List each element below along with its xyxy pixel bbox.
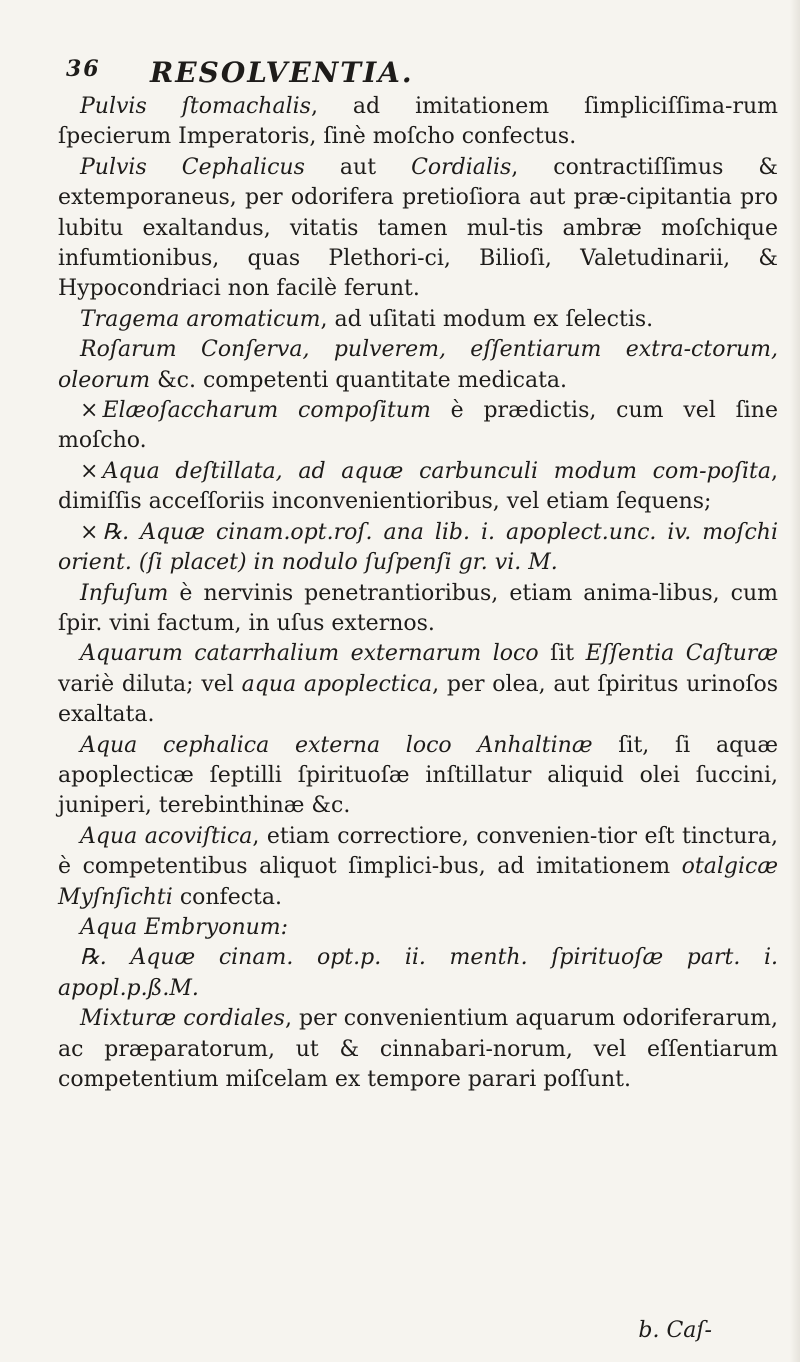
paragraph-text: , ad imitationem ſimpliciſſima-rum ſpecierum Imperatoris, ſinè moſcho confectus. <box>58 94 778 150</box>
term: Eſſentia Caſturæ <box>585 641 778 667</box>
term: Aqua acoviſtica <box>80 823 253 849</box>
catchword: b. Caſ- <box>638 1318 712 1343</box>
term: Mixturæ cordiales <box>80 1006 285 1032</box>
paragraph-aquarum-catarrhalium <box>58 639 778 730</box>
paragraph-text: , dimiſſis acceſſoriis inconvenientioribus, vel etiam ſequens; <box>58 458 778 515</box>
term: Infuſum <box>80 580 169 606</box>
paragraph-pulvis-cephalicus <box>58 153 778 305</box>
paragraph-text: variè diluta; vel <box>58 671 234 697</box>
term: aqua apoplectica <box>241 671 433 697</box>
term: Cordialis <box>411 154 512 180</box>
term: Pulvis ſtomachalis <box>80 94 311 119</box>
paragraph-elaeosaccharum <box>58 396 778 457</box>
paragraph-aqua-embryonum <box>58 913 778 943</box>
term: Aqua deſtillata, ad aquæ carbunculi modum com-poſita <box>102 458 771 484</box>
paragraph-text: , contractiſſimus & extemporaneus, per odorifera pretioſiora aut præ-cipitantia pro lubitu exaltandus, vitatis tamen mul-tis ambræ moſchique infumtionibus, quas Plethori-ci, Bilioſi, Valetudinarii, & Hypocondriaci non facilè ferunt. <box>58 154 778 302</box>
paragraph-text: , ad uſitati modum ex ſelectis. <box>320 306 654 332</box>
paragraph-text: è prædictis, cum vel ſine moſcho. <box>58 398 778 454</box>
term: Aquarum catarrhalium externarum loco <box>80 641 539 667</box>
paragraph-infusum <box>58 579 778 640</box>
paragraph-text: ſit <box>550 641 575 667</box>
dagger-mark: × <box>80 458 99 484</box>
recipe: ℞. Aquæ cinam. opt.p. ii. menth. ſpirituoſæ part. i. apopl.p.ß.M. <box>58 945 778 1001</box>
running-header <box>66 56 746 96</box>
paragraph-text: ſit, ſi aquæ apoplecticæ ſeptilli ſpirituoſæ inſtillatur aliquid olei ſuccini, juniperi, terebinthinæ &c. <box>58 732 778 819</box>
page-number: 36 <box>66 56 101 82</box>
term: Anhaltinæ <box>477 732 593 758</box>
paragraph-text: è nervinis penetrantioribus, etiam anima-libus, cum ſpir. vini factum, in uſus externos. <box>58 580 778 636</box>
paragraph-pulvis-stomachalis <box>58 92 778 153</box>
paragraph-text: , etiam correctiore, convenien-tior eſt tinctura, è competentibus aliquot ſimplici-bus, ad imitationem <box>58 823 778 880</box>
term: Elæoſaccharum compoſitum <box>102 398 431 424</box>
paragraph-recipe-cinam <box>58 518 778 579</box>
dagger-mark: × <box>80 398 99 424</box>
term: Tragema aromaticum <box>80 306 321 332</box>
paragraph-text: aut <box>339 154 377 180</box>
term: Aqua Embryonum: <box>80 914 289 940</box>
term: Aqua cephalica externa loco <box>80 732 452 758</box>
paragraph-aqua-acovistica <box>58 822 778 913</box>
dagger-mark: × <box>80 519 99 545</box>
term: otalgicæ Myſnſichti <box>58 854 778 910</box>
page-edge <box>790 0 800 1362</box>
paragraph-mixturae-cordiales <box>58 1004 778 1095</box>
running-title: RESOLVENTIA. <box>150 56 414 89</box>
term: Roſarum Conſerva, pulverem, eſſentiarum extra-ctorum, oleorum <box>58 337 778 393</box>
paragraph-aqua-cephalica <box>58 731 778 822</box>
term: Pulvis Cephalicus <box>80 154 305 180</box>
paragraph-recipe-embryonum <box>58 943 778 1004</box>
paragraph-text: , per olea, aut ſpiritus urinoſos exaltata. <box>58 671 779 728</box>
paragraph-text: &c. competenti quantitate medicata. <box>157 367 568 393</box>
paragraph-text: , per convenientium aquarum odoriferarum, ac præparatorum, ut & cinnabari-norum, vel eſſentiarum competentium miſcelam ex tempore parari poſſunt. <box>58 1006 778 1092</box>
paragraph-rosarum <box>58 335 778 396</box>
body-text <box>58 92 778 1095</box>
paragraph-aqua-destillata <box>58 457 778 518</box>
paragraph-text: confecta. <box>179 884 282 910</box>
paragraph-tragema <box>58 305 778 335</box>
recipe: ℞. Aquæ cinam.opt.roſ. ana lib. i. apoplect.unc. iv. moſchi orient. (ſi placet) in nodulo ſuſpenſi gr. vi. M. <box>58 519 778 576</box>
